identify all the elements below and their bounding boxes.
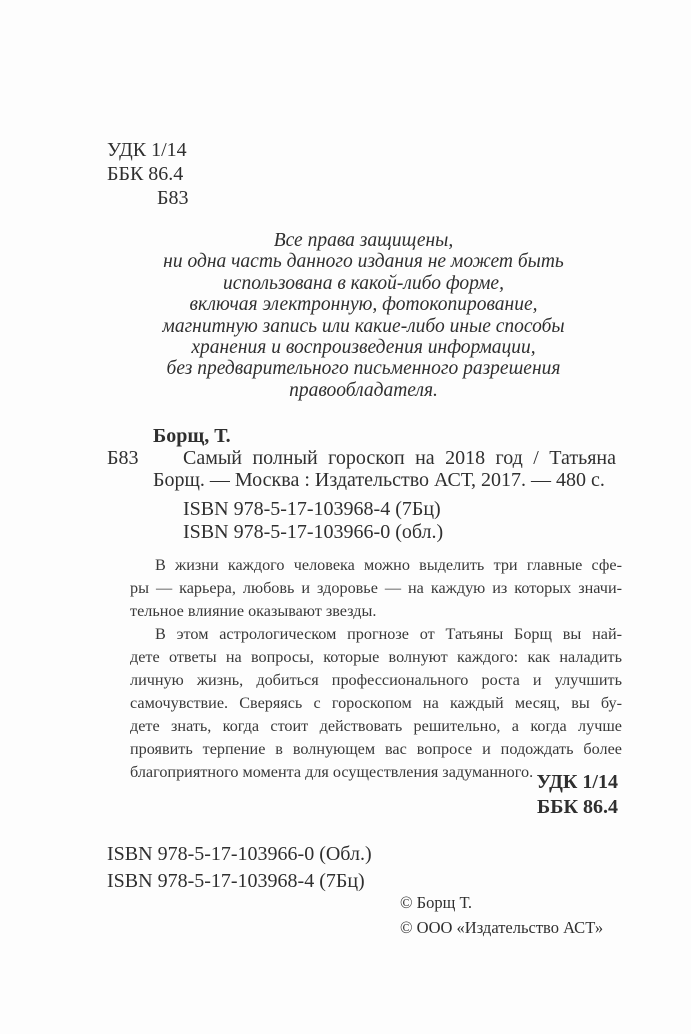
author-sign-code: Б83 <box>157 187 189 209</box>
text-line: Борщ. — Москва : Издательство АСТ, 2017. — 480 с. <box>153 469 605 491</box>
text-line: без предварительного письменного разрешения <box>166 358 561 380</box>
text-line: личную жизнь, добиться профессионального роста и улучшить <box>130 671 622 689</box>
isbn-block-top <box>183 498 443 543</box>
text-line: магнитную запись или какие-либо иные способы <box>162 315 565 337</box>
text-line: тельное влияние оказывают звезды. <box>130 602 377 620</box>
text-line: хранения и воспроизведения информации, <box>191 337 536 359</box>
text-line: правообладателя. <box>289 379 438 401</box>
bib-author-sign: Б83 <box>107 447 139 469</box>
top-classification-codes <box>107 138 188 210</box>
copyright-lines <box>400 890 603 940</box>
text-line: использована в какой-либо форме, <box>223 272 504 294</box>
text-line: УДК 1/14 <box>536 771 618 793</box>
text-line: проявить терпение в волнующем вас вопросе и подождать более <box>130 740 622 758</box>
isbn-block-bottom <box>107 841 372 894</box>
text-line: ни одна часть данного издания не может быть <box>163 251 564 273</box>
text-line: ры — карьера, любовь и здоровье — на каждую из которых значи- <box>130 579 622 597</box>
bibliographic-entry <box>107 425 616 491</box>
text-line: дете ответы на вопросы, которые волнуют каждого: как наладить <box>130 648 622 666</box>
bib-description <box>153 447 616 491</box>
text-line: Самый полный гороскоп на 2018 год / Татьяна <box>183 447 616 469</box>
text-line: ББК 86.4 <box>537 796 618 819</box>
annotation <box>130 554 622 784</box>
text-line: включая электронную, фотокопирование, <box>189 294 538 316</box>
rights-notice <box>107 230 620 401</box>
text-line: ISBN 978-5-17-103968-4 (7Бц) <box>107 869 365 892</box>
bbk-code: ББК 86.4 <box>107 163 184 185</box>
text-line: Все права защищены, <box>273 230 454 251</box>
text-line: ISBN 978-5-17-103968-4 (7Бц) <box>183 498 441 520</box>
annotation-paragraph-1 <box>130 554 622 623</box>
text-line: благоприятного момента для осуществления задуманного. <box>130 763 534 781</box>
text-line: В жизни каждого человека можно выделить три главные сфе- <box>155 556 622 574</box>
text-line: © ООО «Издательство АСТ» <box>400 918 604 937</box>
udk-code: УДК 1/14 <box>107 139 187 161</box>
text-line: © Борщ Т. <box>400 893 473 912</box>
text-line: В этом астрологическом прогнозе от Татьяны Борщ вы най- <box>155 625 622 643</box>
text-line: ISBN 978-5-17-103966-0 (Обл.) <box>107 843 372 865</box>
text-line: самочувствие. Сверяясь с гороскопом на каждый месяц, вы бу- <box>130 694 622 712</box>
bib-author: Борщ, Т. <box>153 425 231 447</box>
text-line: дете знать, когда стоит действовать решительно, а когда лучше <box>130 717 622 735</box>
text-line: ISBN 978-5-17-103966-0 (обл.) <box>183 520 444 543</box>
annotation-paragraph-2 <box>130 623 622 784</box>
classification-codes-right <box>537 770 618 821</box>
